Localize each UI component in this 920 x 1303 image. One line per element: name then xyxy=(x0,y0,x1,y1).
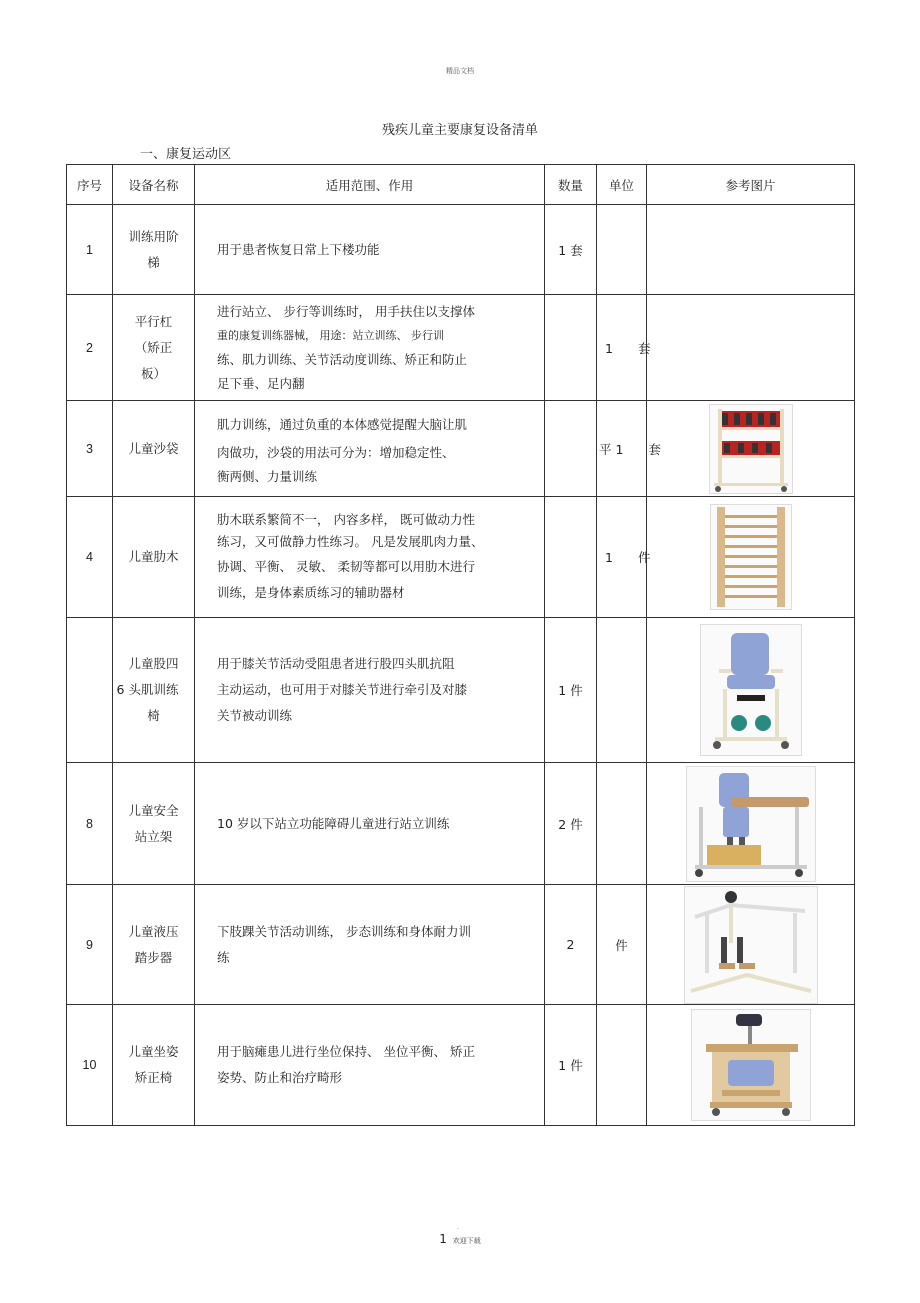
name-line: 站立架 xyxy=(134,828,173,844)
equipment-table xyxy=(66,164,855,1126)
usage-line: 重的康复训练器械， 用途：站立训练、 步行训 xyxy=(217,328,444,342)
row-index: 8 xyxy=(67,763,113,885)
table-row xyxy=(67,763,855,885)
standing-frame-image xyxy=(686,766,816,882)
table-row xyxy=(67,618,855,763)
row-quantity: 2 xyxy=(545,885,597,1005)
name-line: 矫正椅 xyxy=(134,1070,173,1085)
usage-line: 进行站立、 步行等训练时， 用手扶住以支撑体 xyxy=(217,303,475,319)
row-index: 9 xyxy=(67,885,113,1005)
row-usage xyxy=(195,401,545,497)
name-line: 梯 xyxy=(147,254,160,270)
row-picture xyxy=(647,401,855,497)
row-name xyxy=(113,497,195,618)
col-header-unit: 单位 xyxy=(597,165,647,205)
usage-line: 衡两侧、力量训练 xyxy=(217,468,318,484)
table-row xyxy=(67,497,855,618)
row-name xyxy=(113,295,195,401)
row-unit xyxy=(597,1005,647,1126)
name-line: 儿童沙袋 xyxy=(128,440,179,456)
row-index: 1 xyxy=(67,205,113,295)
table-row xyxy=(67,205,855,295)
row-usage xyxy=(195,205,545,295)
row-picture xyxy=(647,885,855,1005)
usage-line: 足下垂、足内翻 xyxy=(217,375,305,391)
usage-line: 下肢踝关节活动训练， 步态训练和身体耐力训 xyxy=(217,923,471,939)
usage-line: 训练，是身体素质练习的辅助器材 xyxy=(217,585,405,600)
name-line: （矫正 xyxy=(134,339,173,355)
page-number: 1 xyxy=(439,1232,447,1246)
usage-line: 练 xyxy=(217,949,230,965)
row-picture xyxy=(647,295,855,401)
name-line: 训练用阶 xyxy=(128,228,179,244)
row-usage xyxy=(195,618,545,763)
row-unit: 平 1 套 xyxy=(597,401,647,497)
row-name xyxy=(113,618,195,763)
usage-line: 用于膝关节活动受阻患者进行股四头肌抗阻 xyxy=(217,656,455,671)
row-index: 10 xyxy=(67,1005,113,1126)
col-header-index: 序号 xyxy=(67,165,113,205)
usage-line: 肋木联系繁简不一， 内容多样， 既可做动力性 xyxy=(217,512,475,527)
name-line: 儿童安全 xyxy=(128,802,179,818)
page-header: 精品文档 xyxy=(446,67,474,75)
row-usage xyxy=(195,1005,545,1126)
row-quantity: 1 套 xyxy=(545,205,597,295)
footer-note: 欢迎下载 xyxy=(452,1237,481,1245)
row-name xyxy=(113,763,195,885)
row-usage xyxy=(195,885,545,1005)
usage-line: 用于脑瘫患儿进行坐位保持、 坐位平衡、 矫正 xyxy=(217,1044,475,1059)
table-row xyxy=(67,401,855,497)
name-line: 椅 xyxy=(147,708,160,723)
row-quantity: 2 件 xyxy=(545,763,597,885)
table-row xyxy=(67,295,855,401)
row-picture xyxy=(647,618,855,763)
col-header-name: 设备名称 xyxy=(113,165,195,205)
document-title: 残疾儿童主要康复设备清单 xyxy=(381,123,538,138)
row-unit: 1 件 xyxy=(597,497,647,618)
col-header-usage: 适用范围、作用 xyxy=(195,165,545,205)
posture-chair-image xyxy=(691,1009,811,1121)
name-line: 板） xyxy=(140,365,166,381)
usage-line: 肌力训练，通过负重的本体感觉提醒大脑让肌 xyxy=(217,416,468,432)
section-heading: 一、康复运动区 xyxy=(140,147,232,162)
name-line: 平行杠 xyxy=(134,313,173,329)
usage-line: 关节被动训练 xyxy=(217,708,293,723)
col-header-picture: 参考图片 xyxy=(647,165,855,205)
row-quantity xyxy=(545,401,597,497)
row-unit xyxy=(597,618,647,763)
row-quantity xyxy=(545,497,597,618)
row-usage xyxy=(195,497,545,618)
usage-line: 练习，又可做静力性练习。 凡是发展肌肉力量、 xyxy=(217,534,484,549)
row-usage xyxy=(195,763,545,885)
name-line: 儿童股四 xyxy=(128,656,179,671)
stepper-image xyxy=(684,886,818,1004)
col-header-quantity: 数量 xyxy=(545,165,597,205)
table-header-row xyxy=(67,165,855,205)
row-picture xyxy=(647,763,855,885)
wall-bars-image xyxy=(710,504,792,610)
name-line: 6 头肌训练 xyxy=(116,682,179,697)
name-line: 儿童肋木 xyxy=(128,549,179,564)
footer-dot: . xyxy=(457,1224,459,1231)
row-unit: 1 套 xyxy=(597,295,647,401)
usage-line: 协调、平衡、 灵敏、 柔韧等都可以用肋木进行 xyxy=(217,559,475,574)
row-name xyxy=(113,401,195,497)
row-name xyxy=(113,205,195,295)
usage-line: 练、肌力训练、关节活动度训练、矫正和防止 xyxy=(217,351,468,367)
row-index: 4 xyxy=(67,497,113,618)
row-picture xyxy=(647,1005,855,1126)
name-line: 儿童坐姿 xyxy=(128,1044,179,1059)
usage-line: 10 岁以下站立功能障碍儿童进行站立训练 xyxy=(217,815,450,831)
row-picture xyxy=(647,205,855,295)
usage-line: 肉做功，沙袋的用法可分为：增加稳定性、 xyxy=(217,444,455,460)
table-row xyxy=(67,1005,855,1126)
page-footer xyxy=(0,1232,920,1246)
row-quantity: 1 件 xyxy=(545,1005,597,1126)
row-unit xyxy=(597,205,647,295)
row-unit xyxy=(597,763,647,885)
row-usage xyxy=(195,295,545,401)
sandbag-rack-image xyxy=(709,404,793,494)
table-row xyxy=(67,885,855,1005)
row-quantity: 1 件 xyxy=(545,618,597,763)
row-index: 3 xyxy=(67,401,113,497)
row-quantity xyxy=(545,295,597,401)
name-line: 踏步器 xyxy=(134,949,173,965)
row-unit: 件 xyxy=(597,885,647,1005)
row-index: 2 xyxy=(67,295,113,401)
row-name xyxy=(113,885,195,1005)
usage-line: 姿势、防止和治疗畸形 xyxy=(217,1070,343,1085)
name-line: 儿童液压 xyxy=(128,923,179,939)
row-name xyxy=(113,1005,195,1126)
quadriceps-chair-image xyxy=(700,624,802,756)
row-picture xyxy=(647,497,855,618)
usage-line: 主动运动，也可用于对膝关节进行牵引及对膝 xyxy=(217,682,468,697)
usage-line: 用于患者恢复日常上下楼功能 xyxy=(217,241,380,257)
